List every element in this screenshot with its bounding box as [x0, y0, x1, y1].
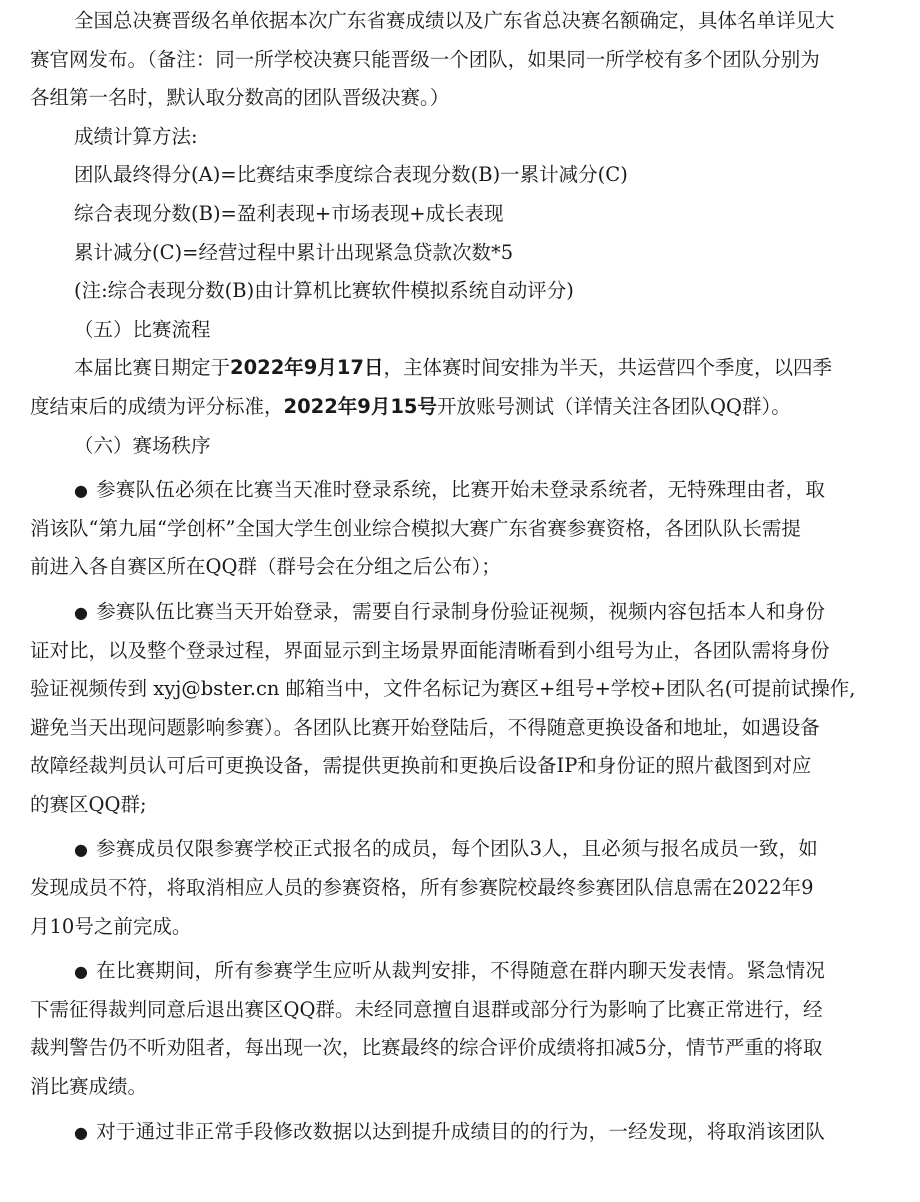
process-line — [30, 388, 894, 427]
paragraph-advance-line: 全国总决赛晋级名单依据本次广东省赛成绩以及广东省总决赛名额确定，具体名单详见大 — [74, 9, 835, 32]
document-page — [0, 2, 920, 1202]
bullet-line: 发现成员不符，将取消相应人员的参赛资格，所有参赛院校最终参赛团队信息需在2022年9 — [30, 876, 814, 900]
process-line — [30, 349, 894, 388]
calc-formula-line: 团队最终得分(A)=比赛结束季度综合表现分数(B)一累计减分(C) — [74, 163, 628, 187]
bullet-line: 的赛区QQ群; — [30, 792, 147, 816]
calc-formula-line: 综合表现分数(B)=盈利表现+市场表现+成长表现 — [74, 201, 504, 225]
process-text: 度结束后的成绩为评分标准， — [30, 394, 284, 418]
competition-date: 2022年9月17日 — [230, 356, 384, 380]
bullet-line: 下需征得裁判同意后退出赛区QQ群。未经同意擅自退群或部分行为影响了比赛正常进行，经 — [30, 997, 823, 1021]
bullet-line — [30, 830, 894, 869]
calc-formula-line: 累计减分(C)=经营过程中累计出现紧急贷款次数*5 — [74, 240, 514, 264]
bullet-text: 在比赛期间，所有参赛学生应听从裁判安排，不得随意在群内聊天发表情。紧急情况 — [96, 959, 826, 983]
calc-formula-line: (注:综合表现分数(B)由计算机比赛软件模拟系统自动评分) — [74, 279, 574, 303]
section-heading-order: （六）赛场秩序 — [74, 433, 211, 457]
bullet-line — [30, 1113, 894, 1152]
bullet-line — [30, 471, 894, 510]
bullet-line — [30, 593, 894, 632]
paragraph-advance-line: 赛官网发布。（备注：同一所学校决赛只能晋级一个团队，如果同一所学校有多个团队分别为 — [30, 47, 820, 71]
bullet-line: 前进入各自赛区所在QQ群（群号会在分组之后公布）； — [30, 555, 501, 579]
bullet-line: 故障经裁判员认可后可更换设备，需提供更换前和更换后设备IP和身份证的照片截图到对应 — [30, 754, 812, 778]
test-date: 2022年9月15号 — [283, 394, 437, 418]
calc-method-title: 成绩计算方法: — [74, 124, 198, 148]
process-text: 开放账号测试（详情关注各团队QQ群）。 — [437, 394, 791, 418]
bullet-line: 避免当天出现问题影响参赛）。各团队比赛开始登陆后，不得随意更换设备和地址，如遇设备 — [30, 715, 820, 739]
bullet-icon: ● — [74, 1122, 89, 1142]
bullet-line — [30, 952, 894, 991]
bullet-line: 证对比，以及整个登录过程，界面显示到主场景界面能清晰看到小组号为止，各团队需将身份 — [30, 638, 830, 662]
bullet-line: 裁判警告仍不听劝阻者，每出现一次，比赛最终的综合评价成绩将扣减5分，情节严重的将取 — [30, 1036, 823, 1060]
bullet-icon: ● — [74, 962, 89, 982]
bullet-text: 对于通过非正常手段修改数据以达到提升成绩目的的行为，一经发现，将取消该团队 — [96, 1119, 826, 1143]
bullet-line: 月10号之前完成。 — [30, 914, 192, 938]
section-heading-process: （五）比赛流程 — [74, 317, 211, 341]
bullet-icon: ● — [74, 602, 89, 622]
bullet-text: 参赛队伍比赛当天开始登录，需要自行录制身份验证视频，视频内容包括本人和身份 — [96, 599, 826, 623]
bullet-icon: ● — [74, 481, 89, 501]
bullet-text: 参赛成员仅限参赛学校正式报名的成员，每个团队3人，且必须与报名成员一致，如 — [96, 837, 818, 861]
bullet-line: 消该队“第九届“学创杯”全国大学生创业综合模拟大赛广东省赛参赛资格，各团队队长需提 — [30, 516, 801, 540]
paragraph-advance-line: 各组第一名时，默认取分数高的团队晋级决赛。） — [30, 86, 450, 110]
process-text: 本届比赛日期定于 — [74, 356, 231, 380]
process-text: ，主体赛时间安排为半天，共运营四个季度，以四季 — [383, 356, 833, 380]
bullet-text: 参赛队伍必须在比赛当天准时登录系统，比赛开始未登录系统者，无特殊理由者，取 — [96, 478, 826, 502]
bullet-line: 验证视频传到 xyj@bster.cn 邮箱当中，文件名标记为赛区+组号+学校+团队名(可提前试操作, — [30, 677, 856, 701]
bullet-line: 消比赛成绩。 — [30, 1075, 148, 1099]
bullet-icon: ● — [74, 840, 89, 860]
